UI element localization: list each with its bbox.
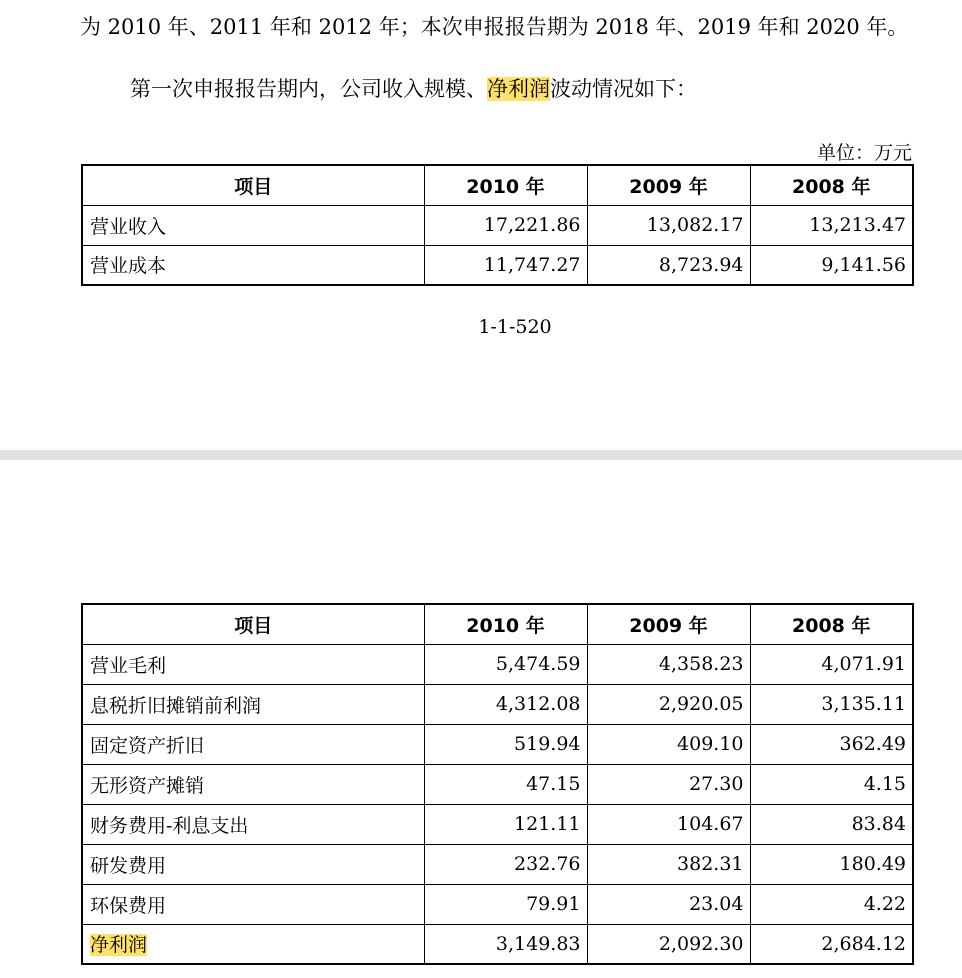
cell-2008: 180.49 bbox=[750, 844, 913, 884]
cell-2010: 3,149.83 bbox=[424, 924, 587, 964]
row-label: 财务费用-利息支出 bbox=[82, 804, 424, 844]
table-row bbox=[82, 924, 913, 964]
row-label-net-profit bbox=[82, 924, 424, 964]
table-header-row bbox=[82, 604, 913, 644]
cell-2009: 409.10 bbox=[587, 724, 750, 764]
cell-2008: 3,135.11 bbox=[750, 684, 913, 724]
cell-2010: 47.15 bbox=[424, 764, 587, 804]
cell-2009: 2,920.05 bbox=[587, 684, 750, 724]
table-row bbox=[82, 764, 913, 804]
header-2009: 2009 年 bbox=[587, 165, 750, 205]
cell-2008: 9,141.56 bbox=[750, 245, 913, 285]
cell-2009: 13,082.17 bbox=[587, 205, 750, 245]
table-row bbox=[82, 804, 913, 844]
revenue-table bbox=[81, 164, 914, 286]
cell-2010: 79.91 bbox=[424, 884, 587, 924]
table-row bbox=[82, 245, 913, 285]
row-label: 研发费用 bbox=[82, 844, 424, 884]
cell-2010: 17,221.86 bbox=[424, 205, 587, 245]
row-label: 无形资产摊销 bbox=[82, 764, 424, 804]
header-2009: 2009 年 bbox=[587, 604, 750, 644]
highlighted-net-profit: 净利润 bbox=[90, 934, 148, 957]
header-2010: 2010 年 bbox=[424, 604, 587, 644]
row-label: 营业收入 bbox=[82, 205, 424, 245]
page-separator bbox=[0, 450, 962, 460]
row-label: 环保费用 bbox=[82, 884, 424, 924]
document-page-1 bbox=[0, 0, 962, 450]
table-row bbox=[82, 844, 913, 884]
intro-text-before: 第一次申报报告期内，公司收入规模、 bbox=[130, 77, 487, 101]
cell-2009: 382.31 bbox=[587, 844, 750, 884]
paragraph-line-periods: 为 2010 年、2011 年和 2012 年；本次申报报告期为 2018 年、2019 年和 2020 年。 bbox=[80, 15, 909, 39]
cell-2008: 2,684.12 bbox=[750, 924, 913, 964]
unit-label: 单位：万元 bbox=[816, 142, 912, 164]
table-header-row bbox=[82, 165, 913, 205]
cell-2009: 104.67 bbox=[587, 804, 750, 844]
table-row bbox=[82, 644, 913, 684]
cell-2010: 11,747.27 bbox=[424, 245, 587, 285]
header-item: 项目 bbox=[82, 165, 424, 205]
cell-2008: 4.22 bbox=[750, 884, 913, 924]
cell-2010: 4,312.08 bbox=[424, 684, 587, 724]
cell-2010: 5,474.59 bbox=[424, 644, 587, 684]
table-row bbox=[82, 884, 913, 924]
cell-2009: 4,358.23 bbox=[587, 644, 750, 684]
table-row bbox=[82, 205, 913, 245]
highlighted-net-profit: 净利润 bbox=[487, 77, 550, 101]
cell-2009: 8,723.94 bbox=[587, 245, 750, 285]
cell-2008: 362.49 bbox=[750, 724, 913, 764]
page-number: 1-1-520 bbox=[478, 316, 552, 338]
header-2008: 2008 年 bbox=[750, 165, 913, 205]
header-item: 项目 bbox=[82, 604, 424, 644]
cell-2010: 519.94 bbox=[424, 724, 587, 764]
row-label: 营业成本 bbox=[82, 245, 424, 285]
cell-2010: 121.11 bbox=[424, 804, 587, 844]
cell-2009: 23.04 bbox=[587, 884, 750, 924]
document-page-2 bbox=[0, 460, 962, 978]
profit-table bbox=[81, 603, 914, 965]
cell-2009: 2,092.30 bbox=[587, 924, 750, 964]
cell-2008: 4,071.91 bbox=[750, 644, 913, 684]
cell-2008: 83.84 bbox=[750, 804, 913, 844]
cell-2008: 4.15 bbox=[750, 764, 913, 804]
paragraph-line-intro bbox=[130, 76, 697, 102]
header-2010: 2010 年 bbox=[424, 165, 587, 205]
table-row bbox=[82, 684, 913, 724]
intro-text-after: 波动情况如下： bbox=[550, 77, 697, 101]
cell-2009: 27.30 bbox=[587, 764, 750, 804]
row-label: 息税折旧摊销前利润 bbox=[82, 684, 424, 724]
row-label: 固定资产折旧 bbox=[82, 724, 424, 764]
header-2008: 2008 年 bbox=[750, 604, 913, 644]
table-row bbox=[82, 724, 913, 764]
row-label: 营业毛利 bbox=[82, 644, 424, 684]
cell-2010: 232.76 bbox=[424, 844, 587, 884]
cell-2008: 13,213.47 bbox=[750, 205, 913, 245]
